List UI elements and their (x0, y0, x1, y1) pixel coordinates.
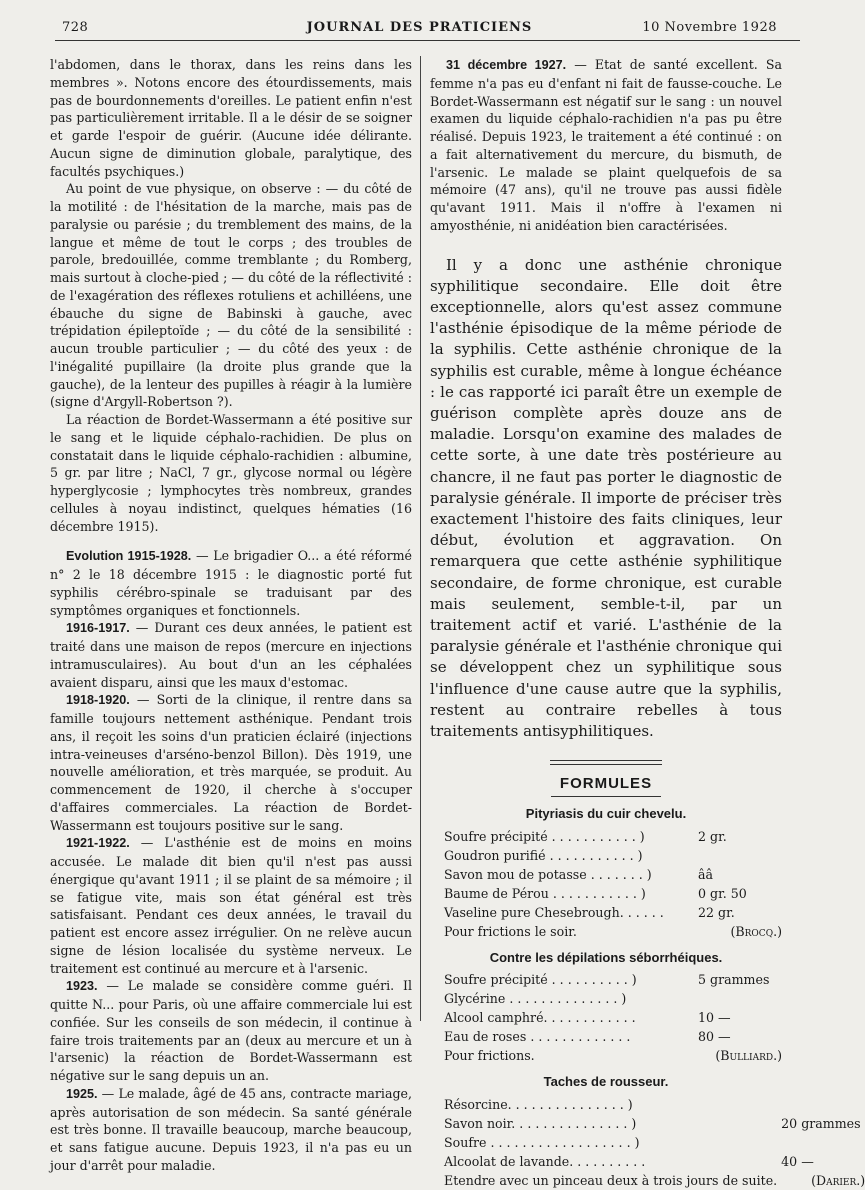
right-column (430, 56, 865, 1190)
formula-quantity (698, 846, 782, 865)
formula-ingredient: Glycérine . . . . . . . . . . . . . . ) (444, 991, 627, 1007)
year-heading-1927: 31 décembre 1927. (446, 58, 567, 72)
formula-ingredient: Soufre précipité . . . . . . . . . . . ) (444, 828, 645, 844)
paragraph-1918 (50, 691, 412, 834)
formula-quantity: ââ (698, 866, 714, 882)
page-number: 728 (62, 20, 89, 35)
section-gap (50, 535, 412, 547)
evolution-heading: Evolution 1915-1928. (66, 549, 192, 564)
formulas-separator (550, 760, 662, 765)
paragraph-physical-exam: Au point de vue physique, on observe : — du côté de la motilité : de l'hésitation de la marche, mais pas de paralysie ou parésie ; du tremblement des mains, de la langue et même de tout le corps ; des troubles de parole, bredouillée, comme tremblante ; du Romberg, mais surtout à cloche-pied ; — du côté de la réflectivité : de l'exagération des réflexes rotuliens et achilléens, une ébauche du signe de Babinski à gauche, avec trépidation épileptoïde ; — du côté de la sensibilité : aucun trouble particulier ; — du côté des yeux : de l'inégalité pupillaire (la droite plus grande que la gauche), de la lenteur des pupilles à réagir à la lumière (signe d'Argyll-Robertson ?). (50, 181, 412, 410)
formula-ingredient: Baume de Pérou . . . . . . . . . . . ) (444, 885, 646, 901)
left-column (50, 56, 412, 1175)
paragraph-evolution (50, 547, 412, 619)
formula-usage: Pour frictions. (444, 1048, 535, 1064)
header-rule (55, 40, 800, 41)
formula-quantity: 10 — (698, 1010, 731, 1026)
year-text-1923: — Le malade se considère comme guéri. Il quitte N... pour Paris, où une affaire commerciale lui est confiée. Sur les conseils de son médecin, il continue à faire trois traitements par an (deux au mercure et un à l'arsenic) la réaction de Bordet-Wassermann est négative sur le sang depuis un an. (50, 978, 412, 1083)
formula-ingredient: Savon noir. . . . . . . . . . . . . . . ) (444, 1116, 637, 1132)
column-divider (420, 56, 421, 1021)
formula-quantity: 5 grammes (698, 972, 770, 988)
formula-ingredient: Soufre précipité . . . . . . . . . . ) (444, 972, 637, 988)
formula-usage: Pour frictions le soir. (444, 923, 577, 939)
year-text-1927: — Etat de santé excellent. Sa femme n'a pas eu d'enfant ni fait de fausse-couche. Le Bordet-Wassermann est négatif sur le sang : un nouvel examen du liquide céphalo-rachidien n'a pas pu être réalisé. Depuis 1923, le traitement a été continué : on a fait alternativement du mercure, du bismuth, de l'arsenic. Le malade se plaint quelquefois de sa mémoire (47 ans), qu'il ne trouve pas aussi fidèle qu'avant 1911. Mais il n'offre à l'examen ni amyosthénie, ni anidéation bien caractérisées. (430, 57, 782, 233)
paragraph-symptoms: l'abdomen, dans le thorax, dans les reins dans les membres ». Notons encore des étourdissements, mais pas de bourdonnements d'oreilles. Le patient enfin n'est pas particulièrement irritable. Il a le désir de se soigner et garde l'espoir de guérir. (Aucune idée délirante. Aucun signe de diminution globale, paralytique, des facultés psychiques.) (50, 57, 412, 179)
year-heading-1918: 1918-1920. (66, 693, 130, 708)
formula-ingredient: Eau de roses . . . . . . . . . . . . . (444, 1029, 631, 1045)
formula-ingredient: Goudron purifié . . . . . . . . . . . ) (444, 847, 643, 863)
formula-rousseur (430, 1095, 865, 1190)
evolution-text: — Le brigadier O... a été réformé n° 2 le 18 décembre 1915 : le diagnostic porté fut syphilis cérébro-spinale se traduisant par des symptômes organiques et fonctionnels. (50, 548, 412, 618)
formula-quantity: 40 — (781, 1154, 814, 1170)
journal-title: JOURNAL DES PRATICIENS (306, 20, 533, 35)
formula-ingredient: Vaseline pure Chesebrough. . . . . . (444, 904, 664, 920)
formula-usage: Etendre avec un pinceau deux à trois jours de suite. (444, 1173, 778, 1189)
year-text-1918: — Sorti de la clinique, il rentre dans sa famille toujours nettement asthénique. Pendant trois ans, il reçoit les soins d'un praticien éclairé (injections intra-veineuses d'arséno-benzol Billon). Dès 1919, une nouvelle amélioration, et très marquée, se produit. Au commencement de 1920, il cherche à s'occuper d'affaires commerciales. La réaction de Bordet-Wassermann est toujours positive sur le sang. (50, 692, 412, 833)
formula-quantity (698, 989, 782, 1008)
year-text-1925: — Le malade, âgé de 45 ans, contracte mariage, après autorisation de son médecin. Sa santé générale est très bonne. Il travaille beaucoup, marche beaucoup, et sans fatigue aucune. Depuis 1923, il n'a pas eu un jour d'arrêt pour maladie. (50, 1085, 412, 1173)
formula-author: (Bulliard.) (715, 1048, 782, 1064)
formula-ingredient: Alcool camphré. . . . . . . . . . . . (444, 1010, 636, 1026)
formula-quantity: 80 — (698, 1029, 731, 1045)
formula-author: (Darier.) (811, 1173, 865, 1189)
formula-ingredient: Alcoolat de lavande. . . . . . . . . . (444, 1154, 646, 1170)
paragraph-1923 (50, 977, 412, 1085)
paragraph-wassermann: La réaction de Bordet-Wassermann a été positive sur le sang et le liquide céphalo-rachidien. De plus on constatait dans le liquide céphalo-rachidien : albumine, 5 gr. par litre ; NaCl, 7 gr., glycose normal ou légère hyperglycosie ; lymphocytes très nombreux, grandes cellules à noyau indistinct, quelques hématies (16 décembre 1915). (50, 412, 412, 534)
year-heading-1925: 1925. (66, 1086, 98, 1101)
year-text-1921: — L'asthénie est de moins en moins accusée. Le malade dit bien qu'il n'est pas aussi énergique qu'avant 1911 ; il se plaint de sa mémoire ; il se fatigue vite, mais son état général est très satisfaisant. Pendant ces deux années, le travail du patient est encore assez irrégulier. On ne relève aucun signe de lésion localisée du système nerveux. Le traitement est continué au mercure et à l'arsenic. (50, 835, 412, 976)
formula-author: (Brocq.) (730, 923, 782, 939)
formula-quantity: 2 gr. (698, 828, 727, 844)
formulas-title-underline (551, 796, 661, 797)
year-text-1916: — Durant ces deux années, le patient est traité dans une maison de repos (mercure en injections intramusculaires). Au bout d'un an les céphalées avaient disparu, ainsi que les maux d'estomac. (50, 620, 412, 690)
formula-title-rousseur: Taches de rousseur. (543, 1074, 669, 1090)
running-header (62, 20, 777, 40)
paragraph-conclusion: Il y a donc une asthénie chronique syphilitique secondaire. Elle doit être exceptionnelle, alors qu'est assez commune l'asthénie épisodique de la même période de la syphilis. Cette asthénie chronique de la syphilis est curable, même à longue échéance : le cas rapporté ici paraît être un exemple de guérison complète après douze ans de maladie. Lorsqu'on examine des malades de cette sorte, à une date très postérieure au chancre, il ne faut pas porter le diagnostic de paralysie générale. Il importe de préciser très exactement l'histoire des faits cliniques, leur début, évolution et aggravation. On remarquera que cette asthénie syphilitique secondaire, de forme chronique, est curable mais seulement, semble-t-il, par un traitement actif et varié. L'asthénie de la paralysie générale et l'asthénie chronique qui se développent chez un syphilitique sous l'influence d'une cause autre que la syphilis, restent au contraire rebelles à tous traitements antisyphilitiques. (430, 255, 782, 740)
year-heading-1923: 1923. (66, 979, 98, 994)
formulas-title: FORMULES (559, 775, 653, 793)
year-heading-1916: 1916-1917. (66, 621, 130, 636)
issue-date: 10 Novembre 1928 (642, 20, 777, 35)
formula-title-pityriasis: Pityriasis du cuir chevelu. (525, 805, 687, 821)
formula-pityriasis (430, 827, 782, 941)
paragraph-1927 (430, 56, 782, 235)
formula-depilations (430, 970, 782, 1065)
formula-quantity: 20 grammes (781, 1116, 861, 1132)
paragraph-1916 (50, 619, 412, 691)
formula-ingredient: Soufre . . . . . . . . . . . . . . . . . . ) (444, 1135, 640, 1151)
formula-quantity (781, 1095, 865, 1114)
year-heading-1921: 1921-1922. (66, 836, 130, 851)
formula-quantity (781, 1133, 865, 1152)
formula-quantity: 0 gr. 50 (698, 885, 747, 901)
formula-title-depilations: Contre les dépilations séborrhéiques. (489, 949, 723, 965)
formula-ingredient: Résorcine. . . . . . . . . . . . . . . ) (444, 1097, 633, 1113)
paragraph-1921 (50, 834, 412, 977)
formula-ingredient: Savon mou de potasse . . . . . . . ) (444, 866, 652, 882)
paragraph-1925 (50, 1085, 412, 1175)
formula-quantity: 22 gr. (698, 904, 735, 920)
